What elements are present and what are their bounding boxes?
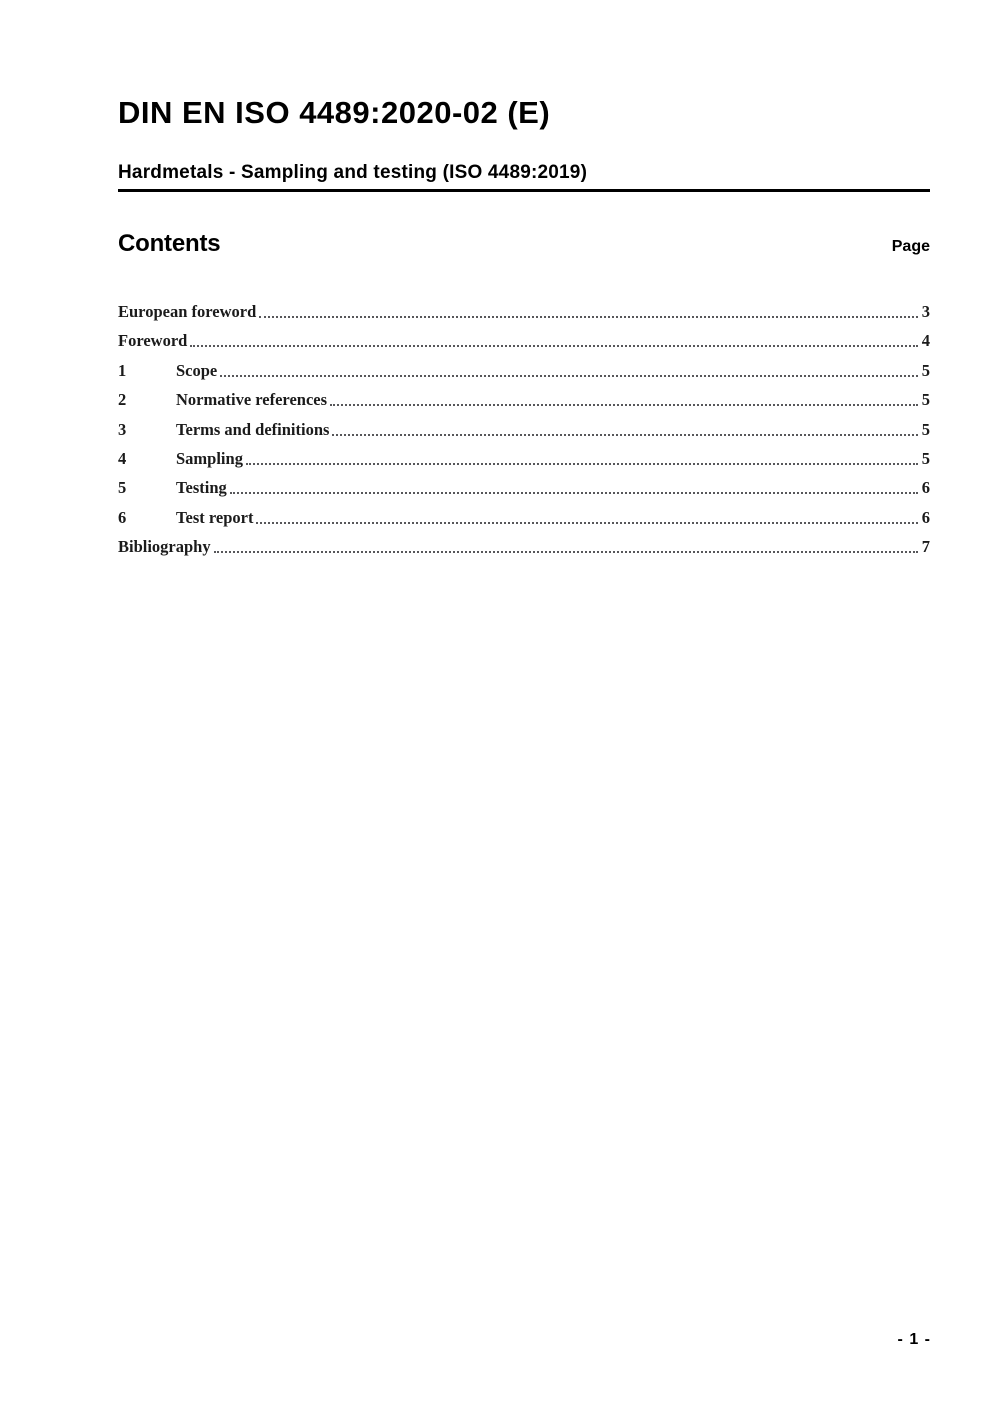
toc-leader-dots	[230, 492, 918, 494]
page-title: DIN EN ISO 4489:2020-02 (E)	[118, 95, 551, 130]
toc-entry-number: 5	[118, 478, 127, 498]
toc-entry-label: Testing	[176, 478, 227, 498]
toc-entry-page: 7	[921, 537, 930, 557]
toc-entry-number: 2	[118, 390, 127, 410]
toc-entry-page: 6	[921, 507, 930, 527]
contents-heading: Contents	[118, 229, 221, 257]
toc-leader-dots	[190, 345, 917, 347]
toc-entry-number: 3	[118, 419, 127, 439]
toc-entry-page: 5	[921, 419, 930, 439]
toc-entry-label: European foreword	[118, 302, 257, 322]
toc-entry-terms-and-definitions[interactable]	[118, 410, 930, 439]
toc-entry-page: 5	[921, 390, 930, 410]
toc-entry-european-foreword[interactable]	[118, 293, 930, 322]
toc-entry-test-report[interactable]	[118, 498, 930, 527]
toc-leader-dots	[259, 316, 917, 318]
toc-leader-dots	[220, 375, 918, 377]
toc-leader-dots	[330, 404, 918, 406]
page-number-footer: - 1 -	[897, 1331, 931, 1348]
toc-entry-scope[interactable]	[118, 351, 930, 380]
toc-entry-label: Sampling	[176, 448, 243, 468]
toc-entry-page: 5	[921, 448, 930, 468]
toc-entry-page: 3	[921, 302, 930, 322]
toc-leader-dots	[246, 463, 918, 465]
toc-entry-page: 6	[921, 478, 930, 498]
toc-leader-dots	[256, 522, 917, 524]
toc-entry-number: 6	[118, 507, 127, 527]
page-column-label: Page	[891, 237, 930, 255]
toc-leader-dots	[332, 434, 917, 436]
toc-entry-normative-references[interactable]	[118, 381, 930, 410]
document-subtitle: Hardmetals - Sampling and testing (ISO 4489:2019)	[118, 162, 930, 192]
toc-entry-number: 4	[118, 448, 127, 468]
toc-entry-page: 5	[921, 360, 930, 380]
page-content	[118, 0, 930, 557]
toc-entry-foreword[interactable]	[118, 322, 930, 351]
toc-entry-testing[interactable]	[118, 469, 930, 498]
toc-entry-label: Test report	[176, 507, 254, 527]
toc-entry-label: Bibliography	[118, 537, 211, 557]
toc-entry-label: Scope	[176, 360, 218, 380]
toc-entry-label: Foreword	[118, 331, 188, 351]
toc-entry-number: 1	[118, 360, 127, 380]
toc-list	[118, 293, 930, 558]
contents-header	[118, 230, 930, 258]
toc-entry-bibliography[interactable]	[118, 528, 930, 557]
toc-entry-sampling[interactable]	[118, 440, 930, 469]
toc-entry-label: Terms and definitions	[176, 419, 330, 439]
toc-entry-label: Normative references	[176, 390, 328, 410]
toc-leader-dots	[214, 551, 918, 553]
toc-entry-page: 4	[921, 331, 930, 351]
